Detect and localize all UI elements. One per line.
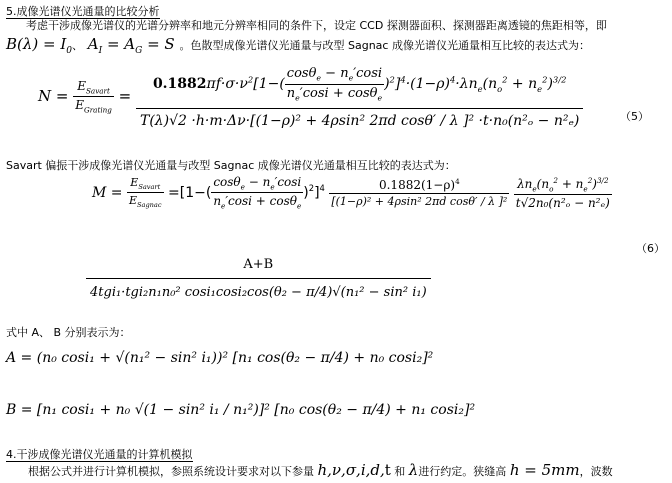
eq6-right-fraction: $\frac{\lambda n_e(n_o^2 + n_e^2)^{3/2}}{\text{t√2n₀(n²ₒ − n²ₑ)}}$	[515, 175, 610, 211]
eq5-n-symbol: N	[38, 87, 52, 106]
savart-paragraph: Savart 偏振干涉成像光谱仪光通量与改型 Sagnac 成像光谱仪光通量相互比较的表达式为：	[6, 159, 456, 172]
b-equation: B = [n₁ cosi₁ + n₀ √(1 − sin² i₁ / n₁²)]² [n₀ cos(θ₂ − π/4) + n₁ cosi₂]²	[6, 402, 476, 418]
a-equation: A = (n₀ cosi₁ + √(n₁² − sin² i₁))² [n₁ cos(θ₂ − π/4) + n₀ cosi₂]²	[6, 350, 434, 366]
ab-intro: 式中 A、 B 分别表示为：	[6, 326, 131, 339]
paragraph-line-1: 考虑干涉成像光谱仪的光谱分辨率和地元分辨率相同的条件下，设定 CCD 探测器面积、探测器距离透镜的焦距相等，即	[26, 19, 607, 32]
eq5-denominator: T(λ)√2 ·h·m·Δν·[(1−ρ)² + 4ρsin² 2πd cosθ′ / λ ]² ·t·n₀(n²ₒ − n²ₑ)	[140, 113, 580, 130]
ratio-denominator: 4tgi₁·tgi₂n₁n₀² cosi₁cosi₂cos(θ₂ − π/4)√(n₁² − sin² i₁)	[90, 285, 427, 300]
eq6-m-symbol: M	[92, 184, 107, 201]
equation-5-number: （5）	[620, 110, 649, 123]
section-4-line-1: 根据公式并进行计算机模拟，参照系统设计要求对以下参量 h,ν,σ,i,d,t 和 λ进行约定。狭缝高 h = 5mm，波数	[28, 461, 613, 479]
eq6-lhs-fraction: $\frac{E_{Savart}}{E_{Sagnac}}$	[128, 176, 162, 210]
eq5-numerator: $0.1882\pi f\cdot\sigma\cdot\nu^2[1-$( $\frac{\cos\theta_e - n_e'\cos i}{n_e'\cos i + \cos\theta_e}$ )$^2]^4\cdot(1-\rho)^4\cdot\lambda n_e(n_o^2 + n_e^2)^{3/2}$	[152, 66, 567, 103]
eq6-mid-fraction: $\frac{0.1882(1-\rho)^4}{\text{[(1−ρ)² + 4ρsin² 2πd cosθ′ / λ ]²}}$	[331, 177, 508, 209]
equation-5: N = $\frac{E_{Savart}}{E_{Grating}}$ = $0.1882\pi f\cdot\sigma\cdot\nu^2[1-$( $\frac{\cos\theta_e - n_e'\cos i}{n_e'\cos i + \cos\theta_e}$ )$^2]^4\cdot(1-\rho)^4\cdot\lambda n_e(n_o^2 + n_e^2)^{3/2}$ T(λ)√2 ·h·m·Δν·[(1−ρ)² + 4ρsin² 2πd cosθ′ / λ ]² ·t·n₀(n²ₒ − n²ₑ)	[38, 60, 583, 133]
ratio-numerator: A+B	[86, 255, 431, 279]
section-5-title: 5.成像光谱仪光通量的比较分析	[6, 5, 160, 18]
equation-6-number: （6）	[636, 242, 665, 255]
section-4-heading	[6, 446, 193, 462]
condition-line: $B(\lambda) = I_0$、 $A_I = A_G = S$ 。色散型成像光谱仪光通量与改型 Sagnac 成像光谱仪光通量相互比较的表达式为：	[6, 35, 590, 56]
equation-6: M = $\frac{E_{Savart}}{E_{Sagnac}}$ =[1−( $\frac{\cos\theta_e - n_e'\cos i}{n_e'\cos i + \cos\theta_e}$ )$^2$]$^4$ $\frac{0.1882(1-\rho)^4}{\text{[(1−ρ)² + 4ρsin² 2πd cosθ′ / λ ]²}}$ $\frac{\lambda n_e(n_o^2 + n_e^2)^{3/2}}{\text{t√2n₀(n²ₒ − n²ₑ)}}$	[92, 175, 610, 211]
eq6-cos-fraction: $\frac{\cos\theta_e - n_e'\cos i}{n_e'\cos i + \cos\theta_e}$	[213, 175, 302, 211]
condition-b-lambda: $B(\lambda) = I_0$	[6, 35, 72, 56]
condition-ai-ag: $A_I = A_G = S$	[87, 35, 175, 56]
condition-text: 。色散型成像光谱仪光通量与改型 Sagnac 成像光谱仪光通量相互比较的表达式为：	[179, 39, 590, 52]
section-4-title: 4.干涉成像光谱仪光通量的计算机模拟	[6, 448, 193, 461]
eq5-main-fraction	[136, 60, 583, 133]
ratio-fraction	[86, 255, 431, 302]
eq5-lhs-fraction: $\frac{E_{Savart}}{E_{Grating}}$	[75, 78, 112, 115]
